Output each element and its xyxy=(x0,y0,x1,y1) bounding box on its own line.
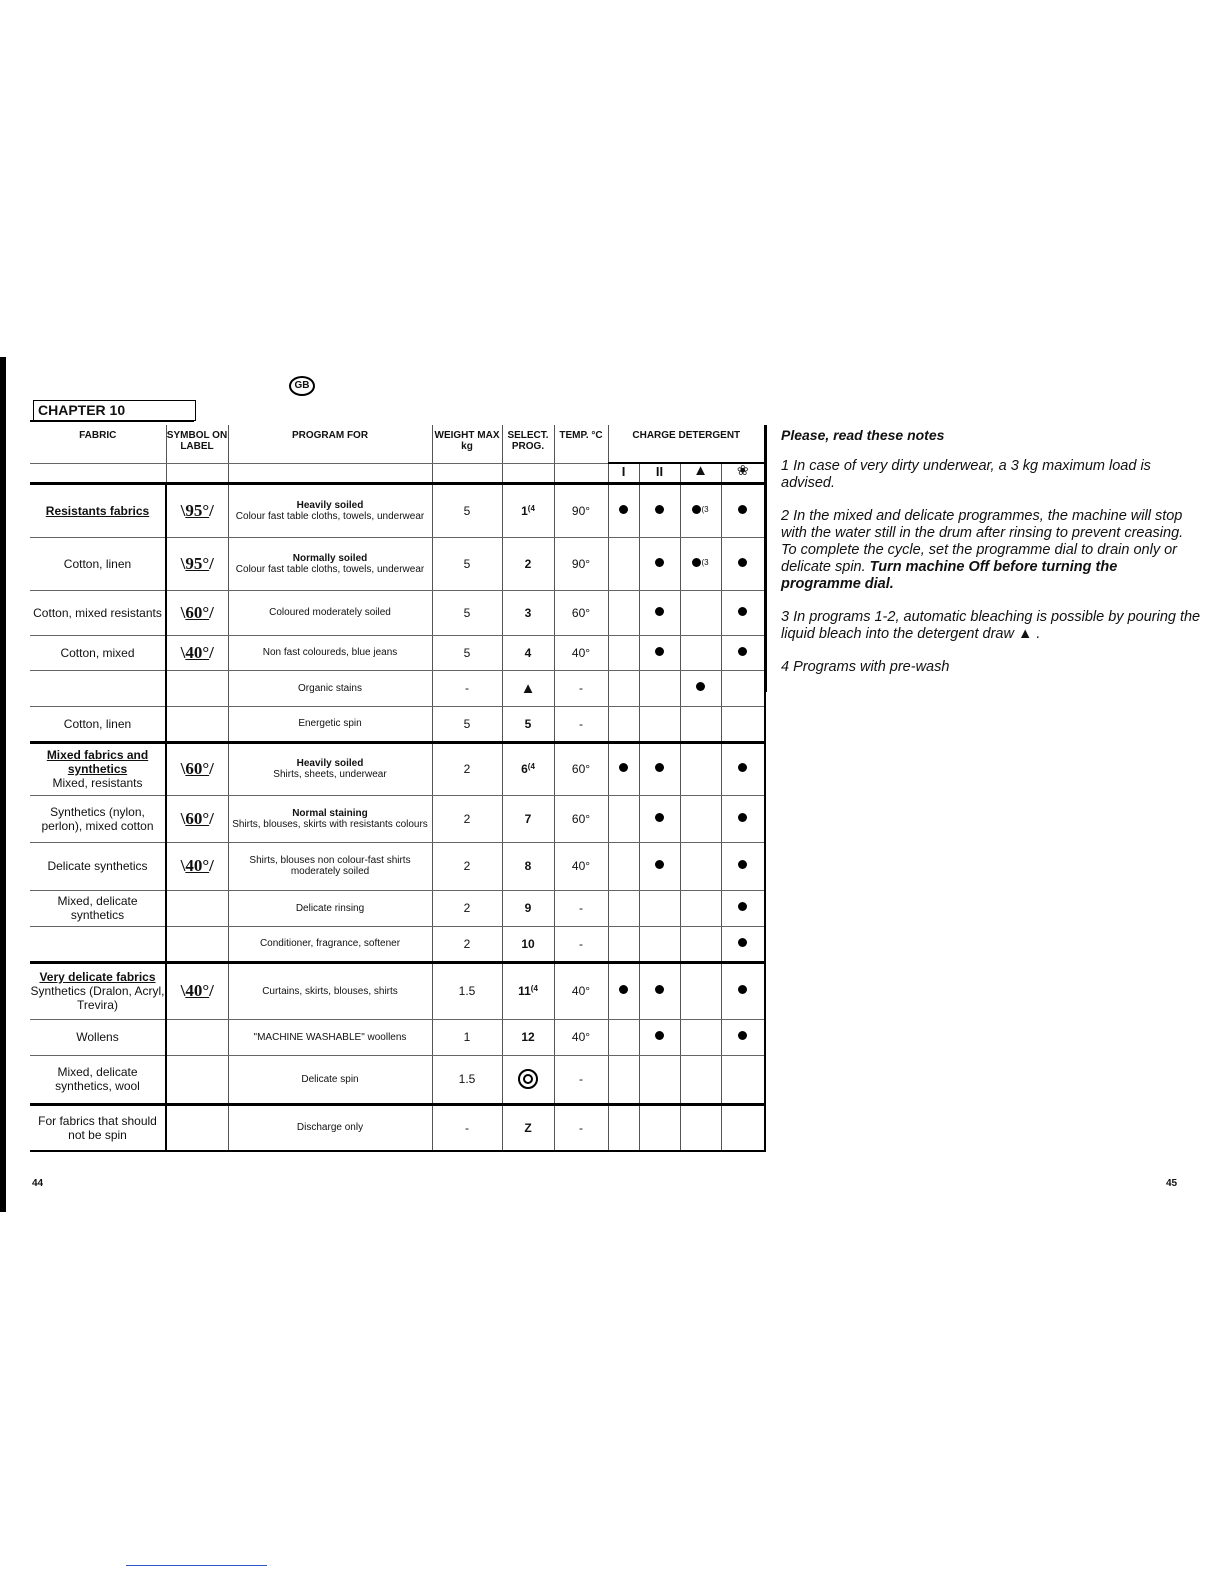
table-row xyxy=(30,742,765,795)
fabric-name: Cotton, mixed resistants xyxy=(33,605,162,620)
charge-cell-1 xyxy=(608,1055,639,1104)
fabric-cell xyxy=(30,1055,166,1104)
charge-cell-1 xyxy=(608,890,639,926)
care-symbol-cell xyxy=(166,635,228,670)
weight-cell: 2 xyxy=(432,742,502,795)
care-symbol-cell xyxy=(166,1104,228,1151)
charge-cell-4 xyxy=(721,1055,765,1104)
program-cell xyxy=(228,670,432,706)
program-desc: Coloured moderately soiled xyxy=(269,607,391,618)
charge-cell-1 xyxy=(608,537,639,590)
chapter-title: CHAPTER 10 xyxy=(33,400,196,421)
temp-cell: - xyxy=(554,890,608,926)
charge-cell-1 xyxy=(608,706,639,742)
dot-icon xyxy=(655,607,664,616)
dot-icon xyxy=(655,505,664,514)
table-row xyxy=(30,537,765,590)
care-symbol-cell xyxy=(166,742,228,795)
charge-cell-4 xyxy=(721,926,765,962)
program-desc: Colour fast table cloths, towels, underwear xyxy=(235,510,425,522)
charge-cell-2 xyxy=(639,842,680,890)
dot-icon xyxy=(655,860,664,869)
program-desc: Delicate spin xyxy=(301,1073,359,1085)
charge-cell-2 xyxy=(639,635,680,670)
charge-cell-4 xyxy=(721,635,765,670)
charge-cell-4 xyxy=(721,670,765,706)
program-cell xyxy=(228,926,432,962)
temp-cell: 60° xyxy=(554,742,608,795)
care-symbol-cell xyxy=(166,590,228,635)
select-prog-cell: 4 xyxy=(502,635,554,670)
wash-tub-icon: \40°/ xyxy=(180,642,214,662)
program-cell xyxy=(228,537,432,590)
temp-cell: 40° xyxy=(554,842,608,890)
select-prog-cell: 12 xyxy=(502,1019,554,1055)
dot-icon xyxy=(619,985,628,994)
header-symbol: SYMBOL ON LABEL xyxy=(166,425,228,463)
charge-cell-4 xyxy=(721,962,765,1019)
select-prog-cell: 11$^{(4}$ xyxy=(502,962,554,1019)
program-cell xyxy=(228,706,432,742)
charge-cell-2 xyxy=(639,890,680,926)
wash-tub-icon: \60°/ xyxy=(180,759,214,778)
dot-icon xyxy=(655,985,664,994)
notes-panel xyxy=(764,425,1201,692)
care-symbol-cell xyxy=(166,962,228,1019)
weight-cell: 1 xyxy=(432,1019,502,1055)
charge-cell-3 xyxy=(680,962,721,1019)
care-symbol-cell xyxy=(166,706,228,742)
charge-cell-3 xyxy=(680,590,721,635)
select-prog-cell: 10 xyxy=(502,926,554,962)
charge-cell-1 xyxy=(608,1019,639,1055)
chapter-underline xyxy=(30,420,194,422)
charge-cell-2 xyxy=(639,926,680,962)
table-row xyxy=(30,706,765,742)
charge-cell-3 xyxy=(680,1019,721,1055)
select-prog-cell: 1$^{(4}$ xyxy=(502,483,554,537)
charge-cell-1 xyxy=(608,635,639,670)
notes-heading: Please, read these notes xyxy=(781,427,945,443)
charge-cell-2 xyxy=(639,1055,680,1104)
fabric-cell xyxy=(30,842,166,890)
charge-cell-1 xyxy=(608,795,639,842)
fabric-cell xyxy=(30,795,166,842)
note-4: 4 Programs with pre-wash xyxy=(781,659,950,675)
dot-icon xyxy=(738,813,747,822)
temp-cell: - xyxy=(554,1055,608,1104)
charge-cell-1 xyxy=(608,842,639,890)
weight-cell: 2 xyxy=(432,795,502,842)
fabric-name: Synthetics (Dralon, Acryl, Trevira) xyxy=(30,984,165,1012)
temp-cell: 90° xyxy=(554,483,608,537)
dot-icon xyxy=(738,902,747,911)
wash-tub-icon: \95°/ xyxy=(180,500,214,520)
table-row xyxy=(30,926,765,962)
weight-cell: 1.5 xyxy=(432,1055,502,1104)
page-number-right: 45 xyxy=(1166,1178,1178,1189)
select-prog-cell: 3 xyxy=(502,590,554,635)
weight-cell: - xyxy=(432,1104,502,1151)
fabric-name: Mixed, delicate synthetics xyxy=(57,894,138,922)
temp-cell: 40° xyxy=(554,1019,608,1055)
wash-tub-icon: \95°/ xyxy=(180,553,214,573)
care-symbol-cell xyxy=(166,842,228,890)
temp-cell: - xyxy=(554,1104,608,1151)
header-charge-detergent: CHARGE DETERGENT xyxy=(608,425,765,463)
fabric-cell xyxy=(30,590,166,635)
charge-cell-2 xyxy=(639,1019,680,1055)
program-title: Normally soiled xyxy=(292,552,368,564)
charge-cell-3 xyxy=(680,635,721,670)
program-desc: Delicate rinsing xyxy=(295,902,365,914)
table-row xyxy=(30,842,765,890)
fabric-cell xyxy=(30,1104,166,1151)
program-desc: Energetic spin xyxy=(298,718,362,729)
select-prog-cell: 7 xyxy=(502,795,554,842)
temp-cell: 60° xyxy=(554,795,608,842)
dot-icon xyxy=(655,558,664,567)
charge-cell-4 xyxy=(721,537,765,590)
care-symbol-cell xyxy=(166,1055,228,1104)
fabric-cell xyxy=(30,706,166,742)
dot-icon xyxy=(738,505,747,514)
table-row xyxy=(30,1104,765,1151)
fabric-name: Cotton, mixed xyxy=(60,645,135,660)
dot-icon xyxy=(738,558,747,567)
program-desc: Discharge only xyxy=(296,1122,364,1134)
charge-cell-3 xyxy=(680,926,721,962)
wash-tub-icon: \40°/ xyxy=(180,856,214,875)
select-prog-cell: 6$^{(4}$ xyxy=(502,742,554,795)
charge-cell-3 xyxy=(680,1055,721,1104)
dot-icon xyxy=(738,607,747,616)
program-cell xyxy=(228,1055,432,1104)
program-cell xyxy=(228,842,432,890)
table-row xyxy=(30,670,765,706)
program-cell xyxy=(228,890,432,926)
charge-cell-4 xyxy=(721,742,765,795)
charge-cell-2 xyxy=(639,795,680,842)
weight-cell: 5 xyxy=(432,483,502,537)
program-desc: Shirts, blouses non colour-fast shirts moderately soiled xyxy=(249,855,411,877)
fabric-cell xyxy=(30,537,166,590)
program-cell xyxy=(228,1019,432,1055)
wash-tub-icon: \40°/ xyxy=(180,981,214,1000)
fabric-cell xyxy=(30,635,166,670)
table-row xyxy=(30,590,765,635)
program-desc: Colour fast table cloths, towels, underwear xyxy=(235,563,425,575)
program-cell xyxy=(228,742,432,795)
fabric-cell xyxy=(30,890,166,926)
charge-cell-3 xyxy=(680,1104,721,1151)
temp-cell: 90° xyxy=(554,537,608,590)
weight-cell: 2 xyxy=(432,890,502,926)
temp-cell: 40° xyxy=(554,962,608,1019)
program-cell xyxy=(228,483,432,537)
charge-cell-2 xyxy=(639,706,680,742)
fabric-cell xyxy=(30,962,166,1019)
charge-cell-4 xyxy=(721,1019,765,1055)
fabric-group-title: Very delicate fabrics xyxy=(39,970,156,984)
select-prog-cell: 8 xyxy=(502,842,554,890)
temp-cell: 40° xyxy=(554,635,608,670)
charge-col-2: II xyxy=(639,463,680,483)
charge-cell-3: (3 xyxy=(680,537,721,590)
temp-cell: - xyxy=(554,670,608,706)
charge-cell-4 xyxy=(721,706,765,742)
charge-cell-2 xyxy=(639,483,680,537)
select-prog-cell: 5 xyxy=(502,706,554,742)
header-program: PROGRAM FOR xyxy=(228,425,432,463)
charge-cell-2 xyxy=(639,670,680,706)
charge-cell-1 xyxy=(608,483,639,537)
care-symbol-cell xyxy=(166,483,228,537)
fabric-name: Cotton, linen xyxy=(63,716,132,731)
table-row xyxy=(30,890,765,926)
bottom-link-line xyxy=(126,1565,267,1566)
charge-cell-3 xyxy=(680,706,721,742)
program-desc: Organic stains xyxy=(298,682,362,694)
program-cell xyxy=(228,795,432,842)
header-temp: TEMP. °C xyxy=(554,425,608,463)
fabric-cell xyxy=(30,483,166,537)
charge-cell-1 xyxy=(608,590,639,635)
note-1: 1 In case of very dirty underwear, a 3 kg maximum load is advised. xyxy=(781,458,1151,491)
charge-cell-1 xyxy=(608,926,639,962)
program-desc: Conditioner, fragrance, softener xyxy=(259,938,401,949)
care-symbol-cell xyxy=(166,537,228,590)
program-cell xyxy=(228,635,432,670)
fabric-cell xyxy=(30,742,166,795)
charge-cell-4 xyxy=(721,483,765,537)
charge-cell-4 xyxy=(721,1104,765,1151)
charge-cell-3 xyxy=(680,742,721,795)
care-symbol-cell xyxy=(166,890,228,926)
fabric-name: Wollens xyxy=(76,1030,119,1044)
weight-cell: - xyxy=(432,670,502,706)
dot-icon xyxy=(619,505,628,514)
dot-icon xyxy=(655,647,664,656)
header-select: SELECT. PROG. xyxy=(502,425,554,463)
dot-icon xyxy=(738,763,747,772)
select-prog-cell: 2 xyxy=(502,537,554,590)
dot-icon xyxy=(696,682,705,691)
weight-cell: 2 xyxy=(432,926,502,962)
charge-col-bleach-icon: ▲ xyxy=(680,463,721,483)
charge-cell-2 xyxy=(639,742,680,795)
program-cell xyxy=(228,962,432,1019)
wash-tub-icon: \60°/ xyxy=(180,808,214,828)
charge-cell-4 xyxy=(721,890,765,926)
charge-col-softener-icon: ❀ xyxy=(721,463,765,483)
header-fabric: FABRIC xyxy=(30,425,166,463)
dot-icon xyxy=(655,813,664,822)
weight-cell: 5 xyxy=(432,590,502,635)
weight-cell: 5 xyxy=(432,706,502,742)
program-title: Heavily soiled xyxy=(296,758,364,769)
fabric-group-title: Mixed fabrics and synthetics xyxy=(46,748,149,776)
dot-icon xyxy=(738,985,747,994)
table-row xyxy=(30,1019,765,1055)
fabric-cell xyxy=(30,670,166,706)
note-2: 2 In the mixed and delicate programmes, the machine will stop with the water still in the drum after rinsing to prevent creasing. To complete the cycle, set the programme dial to drain only or delicate spin. Turn machine Off before turning the programme dial. xyxy=(781,508,1184,592)
charge-cell-2 xyxy=(639,537,680,590)
select-prog-cell: Z xyxy=(502,1104,554,1151)
care-symbol-cell xyxy=(166,670,228,706)
table-row xyxy=(30,635,765,670)
weight-cell: 5 xyxy=(432,537,502,590)
fabric-group-title: Resistants fabrics xyxy=(45,503,150,518)
note-3: 3 In programs 1-2, automatic bleaching is possible by pouring the liquid bleach into the detergent draw ▲ . xyxy=(781,609,1201,642)
table-row xyxy=(30,483,765,537)
charge-cell-2 xyxy=(639,590,680,635)
fabric-name: Cotton, linen xyxy=(63,556,132,571)
fabric-cell xyxy=(30,926,166,962)
dot-icon xyxy=(738,860,747,869)
gb-language-badge: GB xyxy=(289,376,315,396)
charge-cell-1 xyxy=(608,670,639,706)
program-cell xyxy=(228,1104,432,1151)
fabric-name: Delicate synthetics xyxy=(47,859,148,873)
select-prog-cell xyxy=(502,1055,554,1104)
dot-icon xyxy=(655,1031,664,1040)
charge-cell-2 xyxy=(639,962,680,1019)
fabric-name: Synthetics (nylon, perlon), mixed cotton xyxy=(41,804,154,833)
charge-cell-3 xyxy=(680,842,721,890)
charge-cell-2 xyxy=(639,1104,680,1151)
fabric-name: Mixed, delicate synthetics, wool xyxy=(55,1065,140,1093)
charge-cell-1 xyxy=(608,1104,639,1151)
table-row xyxy=(30,1055,765,1104)
header-weight: WEIGHT MAX kg xyxy=(432,425,502,463)
charge-cell-4 xyxy=(721,590,765,635)
charge-cell-3: (3 xyxy=(680,483,721,537)
fabric-name: For fabrics that should not be spin xyxy=(38,1113,157,1142)
dot-icon xyxy=(655,763,664,772)
dot-icon xyxy=(619,763,628,772)
fabric-name: Mixed, resistants xyxy=(52,776,143,790)
program-title: Heavily soiled xyxy=(296,499,364,511)
program-desc: Curtains, skirts, blouses, shirts xyxy=(262,985,398,997)
program-desc: Shirts, blouses, skirts with resistants colours xyxy=(232,818,428,830)
dot-icon xyxy=(738,1031,747,1040)
left-margin-rule xyxy=(0,357,6,1212)
programme-table xyxy=(30,425,766,1152)
dot-icon xyxy=(738,938,747,947)
weight-cell: 2 xyxy=(432,842,502,890)
charge-col-1: I xyxy=(608,463,639,483)
program-desc: Shirts, sheets, underwear xyxy=(273,769,387,780)
bleach-triangle-icon: ▲ xyxy=(520,679,536,697)
care-symbol-cell xyxy=(166,795,228,842)
charge-cell-4 xyxy=(721,795,765,842)
dot-icon xyxy=(738,647,747,656)
select-prog-cell: 9 xyxy=(502,890,554,926)
charge-cell-1 xyxy=(608,962,639,1019)
care-symbol-cell xyxy=(166,926,228,962)
weight-cell: 1.5 xyxy=(432,962,502,1019)
table-row xyxy=(30,962,765,1019)
charge-cell-3 xyxy=(680,670,721,706)
charge-cell-1 xyxy=(608,742,639,795)
program-desc: Non fast coloureds, blue jeans xyxy=(262,647,398,658)
program-desc: "MACHINE WASHABLE" woollens xyxy=(253,1031,407,1043)
page-number-left: 44 xyxy=(32,1178,44,1189)
program-cell xyxy=(228,590,432,635)
delicate-spin-icon xyxy=(518,1069,538,1089)
weight-cell: 5 xyxy=(432,635,502,670)
program-title: Normal staining xyxy=(292,807,368,819)
temp-cell: 60° xyxy=(554,590,608,635)
temp-cell: - xyxy=(554,706,608,742)
select-prog-cell xyxy=(502,670,554,706)
table-row xyxy=(30,795,765,842)
charge-cell-3 xyxy=(680,795,721,842)
temp-cell: - xyxy=(554,926,608,962)
charge-cell-4 xyxy=(721,842,765,890)
care-symbol-cell xyxy=(166,1019,228,1055)
wash-tub-icon: \60°/ xyxy=(180,602,214,622)
fabric-cell xyxy=(30,1019,166,1055)
charge-cell-3 xyxy=(680,890,721,926)
